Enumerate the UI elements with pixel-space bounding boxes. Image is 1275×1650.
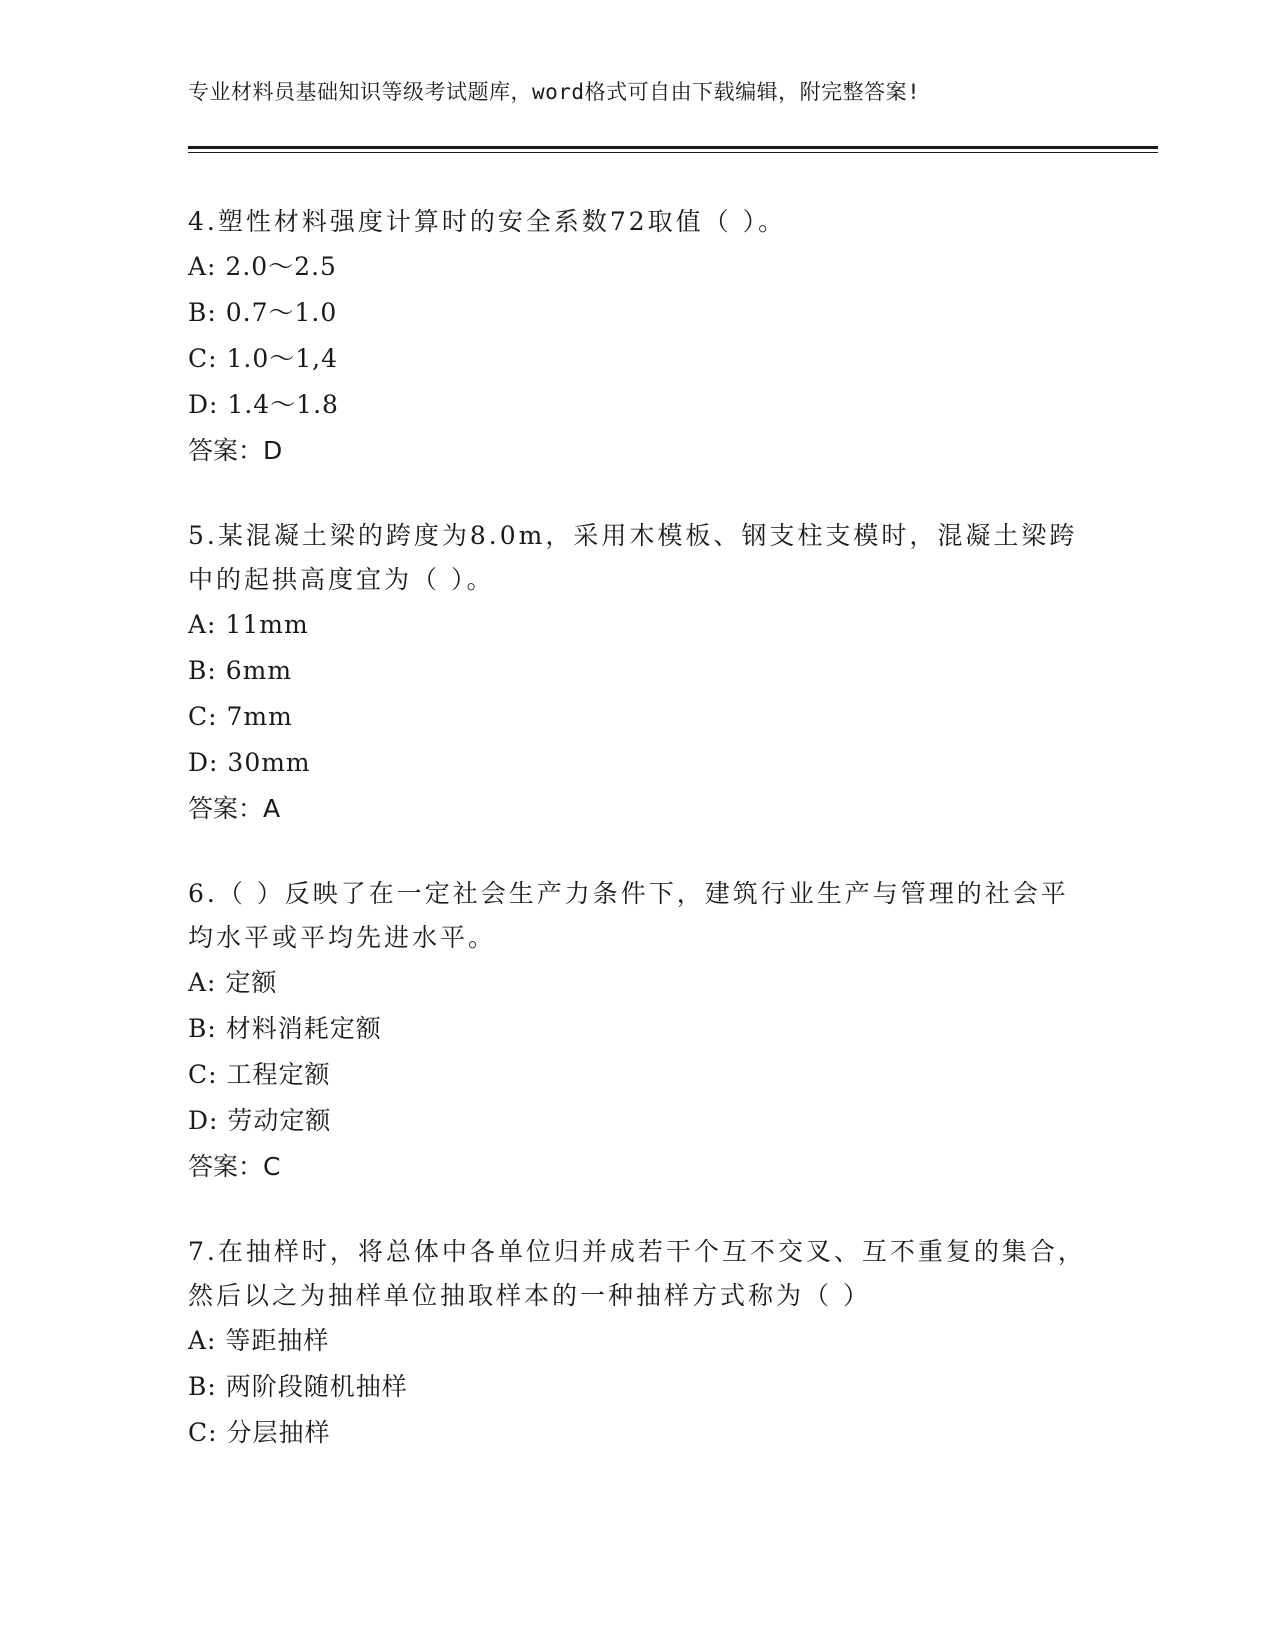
option-b: B: 两阶段随机抽样	[188, 1372, 408, 1401]
option-c: C: 分层抽样	[188, 1418, 331, 1447]
option-b: B: 0.7～1.0	[188, 298, 338, 327]
answer: 答案：D	[188, 436, 283, 465]
question-7	[188, 1230, 1088, 1456]
question-5	[188, 514, 1088, 832]
option-b: B: 6mm	[188, 656, 293, 685]
option-b: B: 材料消耗定额	[188, 1014, 382, 1043]
option-a: A: 定额	[188, 968, 278, 997]
option-a: A: 等距抽样	[188, 1326, 330, 1355]
question-6	[188, 872, 1088, 1190]
header-divider-thin	[188, 152, 1158, 153]
option-d: D: 1.4～1.8	[188, 390, 339, 419]
option-d: D: 30mm	[188, 748, 311, 777]
header-divider	[188, 146, 1158, 149]
question-list	[188, 200, 1088, 1496]
option-a: A: 2.0～2.5	[188, 252, 337, 281]
question-stem: 4.塑性材料强度计算时的安全系数72取值（ ）。	[188, 207, 787, 236]
question-stem: 6.（ ）反映了在一定社会生产力条件下，建筑行业生产与管理的社会平均水平或平均先进水平。	[188, 879, 1069, 952]
answer: 答案：A	[188, 794, 281, 823]
option-c: C: 1.0～1,4	[188, 344, 339, 373]
question-4	[188, 200, 1088, 474]
question-stem: 5.某混凝土梁的跨度为8.0m，采用木模板、钢支柱支模时，混凝土梁跨中的起拱高度宜为（ ）。	[188, 521, 1078, 594]
option-a: A: 11mm	[188, 610, 309, 639]
option-c: C: 工程定额	[188, 1060, 331, 1089]
question-stem: 7.在抽样时，将总体中各单位归并成若干个互不交叉、互不重复的集合，然后以之为抽样单位抽取样本的一种抽样方式称为（ ）	[188, 1237, 1086, 1310]
page-header: 专业材料员基础知识等级考试题库，word格式可自由下载编辑，附完整答案!	[188, 80, 921, 104]
answer: 答案：C	[188, 1152, 281, 1181]
option-c: C: 7mm	[188, 702, 293, 731]
option-d: D: 劳动定额	[188, 1106, 332, 1135]
